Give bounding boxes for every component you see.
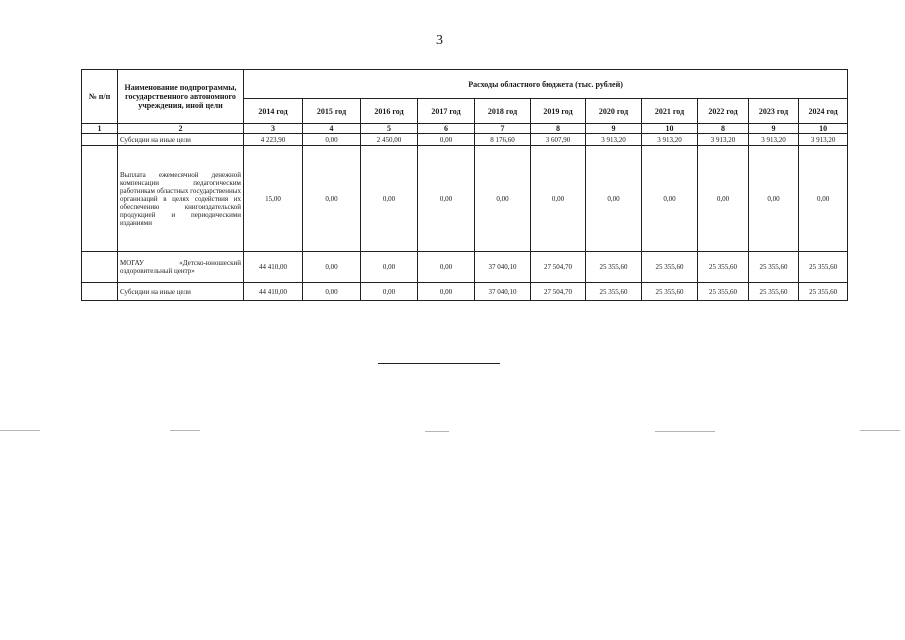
value-cell: 15,00 <box>244 146 303 252</box>
value-cell: 2 450,00 <box>361 134 418 146</box>
value-cell: 0,00 <box>586 146 642 252</box>
year-header: 2020 год <box>586 99 642 124</box>
column-index: 1 <box>82 124 118 134</box>
value-cell: 0,00 <box>418 283 475 301</box>
col-num-header: № п/п <box>82 70 118 124</box>
column-index: 7 <box>475 124 531 134</box>
value-cell: 8 176,60 <box>475 134 531 146</box>
scan-artifact <box>860 430 900 431</box>
column-index: 9 <box>749 124 799 134</box>
column-index-row <box>82 124 848 134</box>
year-header: 2024 год <box>799 99 848 124</box>
value-cell: 25 355,60 <box>799 283 848 301</box>
value-cell: 0,00 <box>418 134 475 146</box>
scan-artifact <box>0 430 40 431</box>
value-cell: 0,00 <box>799 146 848 252</box>
value-cell: 0,00 <box>303 134 361 146</box>
value-cell: 0,00 <box>749 146 799 252</box>
column-index: 10 <box>642 124 698 134</box>
column-index: 8 <box>531 124 586 134</box>
column-index: 8 <box>698 124 749 134</box>
value-cell: 25 355,60 <box>698 283 749 301</box>
value-cell: 0,00 <box>418 252 475 283</box>
row-name: Субсидии на иные цели <box>118 134 244 146</box>
table-row <box>82 146 848 252</box>
value-cell: 3 913,20 <box>799 134 848 146</box>
value-cell: 3 913,20 <box>642 134 698 146</box>
value-cell: 3 913,20 <box>586 134 642 146</box>
value-cell: 3 913,20 <box>698 134 749 146</box>
row-number <box>82 146 118 252</box>
column-index: 2 <box>118 124 244 134</box>
scan-artifact <box>425 431 449 432</box>
value-cell: 25 355,60 <box>586 252 642 283</box>
column-index: 6 <box>418 124 475 134</box>
row-name: Выплата ежемесячной денежной компенсации педагогическим работникам областных государственных организаций в целях содействия их обеспечению книгоиздательской продукцией и периодическими изданиями <box>118 146 244 252</box>
row-number <box>82 252 118 283</box>
value-cell: 25 355,60 <box>642 283 698 301</box>
year-header: 2023 год <box>749 99 799 124</box>
value-cell: 3 913,20 <box>749 134 799 146</box>
year-header: 2022 год <box>698 99 749 124</box>
value-cell: 25 355,60 <box>642 252 698 283</box>
column-index: 4 <box>303 124 361 134</box>
value-cell: 25 355,60 <box>698 252 749 283</box>
value-cell: 25 355,60 <box>799 252 848 283</box>
value-cell: 27 504,70 <box>531 283 586 301</box>
year-header: 2019 год <box>531 99 586 124</box>
value-cell: 44 410,00 <box>244 252 303 283</box>
value-cell: 3 607,90 <box>531 134 586 146</box>
year-header: 2021 год <box>642 99 698 124</box>
value-cell: 4 223,90 <box>244 134 303 146</box>
value-cell: 0,00 <box>303 283 361 301</box>
year-header: 2015 год <box>303 99 361 124</box>
value-cell: 37 040,10 <box>475 283 531 301</box>
column-index: 3 <box>244 124 303 134</box>
year-header: 2014 год <box>244 99 303 124</box>
closing-rule <box>378 363 500 364</box>
value-cell: 0,00 <box>698 146 749 252</box>
table-row <box>82 252 848 283</box>
row-name: МОГАУ «Детско-юношеский оздоровительный центр» <box>118 252 244 283</box>
value-cell: 0,00 <box>418 146 475 252</box>
value-cell: 37 040,10 <box>475 252 531 283</box>
budget-table <box>81 69 848 301</box>
value-cell: 0,00 <box>361 252 418 283</box>
column-index: 9 <box>586 124 642 134</box>
value-cell: 0,00 <box>531 146 586 252</box>
scan-artifact <box>655 431 715 432</box>
value-cell: 0,00 <box>303 252 361 283</box>
year-header: 2016 год <box>361 99 418 124</box>
column-index: 10 <box>799 124 848 134</box>
page-number: 3 <box>436 33 443 48</box>
row-number <box>82 283 118 301</box>
value-cell: 0,00 <box>475 146 531 252</box>
row-name: Субсидии на иные цели <box>118 283 244 301</box>
value-cell: 0,00 <box>361 146 418 252</box>
value-cell: 25 355,60 <box>749 252 799 283</box>
value-cell: 44 410,00 <box>244 283 303 301</box>
value-cell: 0,00 <box>642 146 698 252</box>
table-row <box>82 283 848 301</box>
scan-artifact <box>170 430 200 431</box>
value-cell: 0,00 <box>303 146 361 252</box>
year-header: 2018 год <box>475 99 531 124</box>
col-name-header: Наименование подпрограммы, государственного автономного учреждения, иной цели <box>118 70 244 124</box>
value-cell: 25 355,60 <box>749 283 799 301</box>
table-row <box>82 134 848 146</box>
value-cell: 0,00 <box>361 283 418 301</box>
year-header: 2017 год <box>418 99 475 124</box>
row-number <box>82 134 118 146</box>
value-cell: 25 355,60 <box>586 283 642 301</box>
expenses-header: Расходы областного бюджета (тыс. рублей) <box>244 70 848 99</box>
value-cell: 27 504,70 <box>531 252 586 283</box>
column-index: 5 <box>361 124 418 134</box>
